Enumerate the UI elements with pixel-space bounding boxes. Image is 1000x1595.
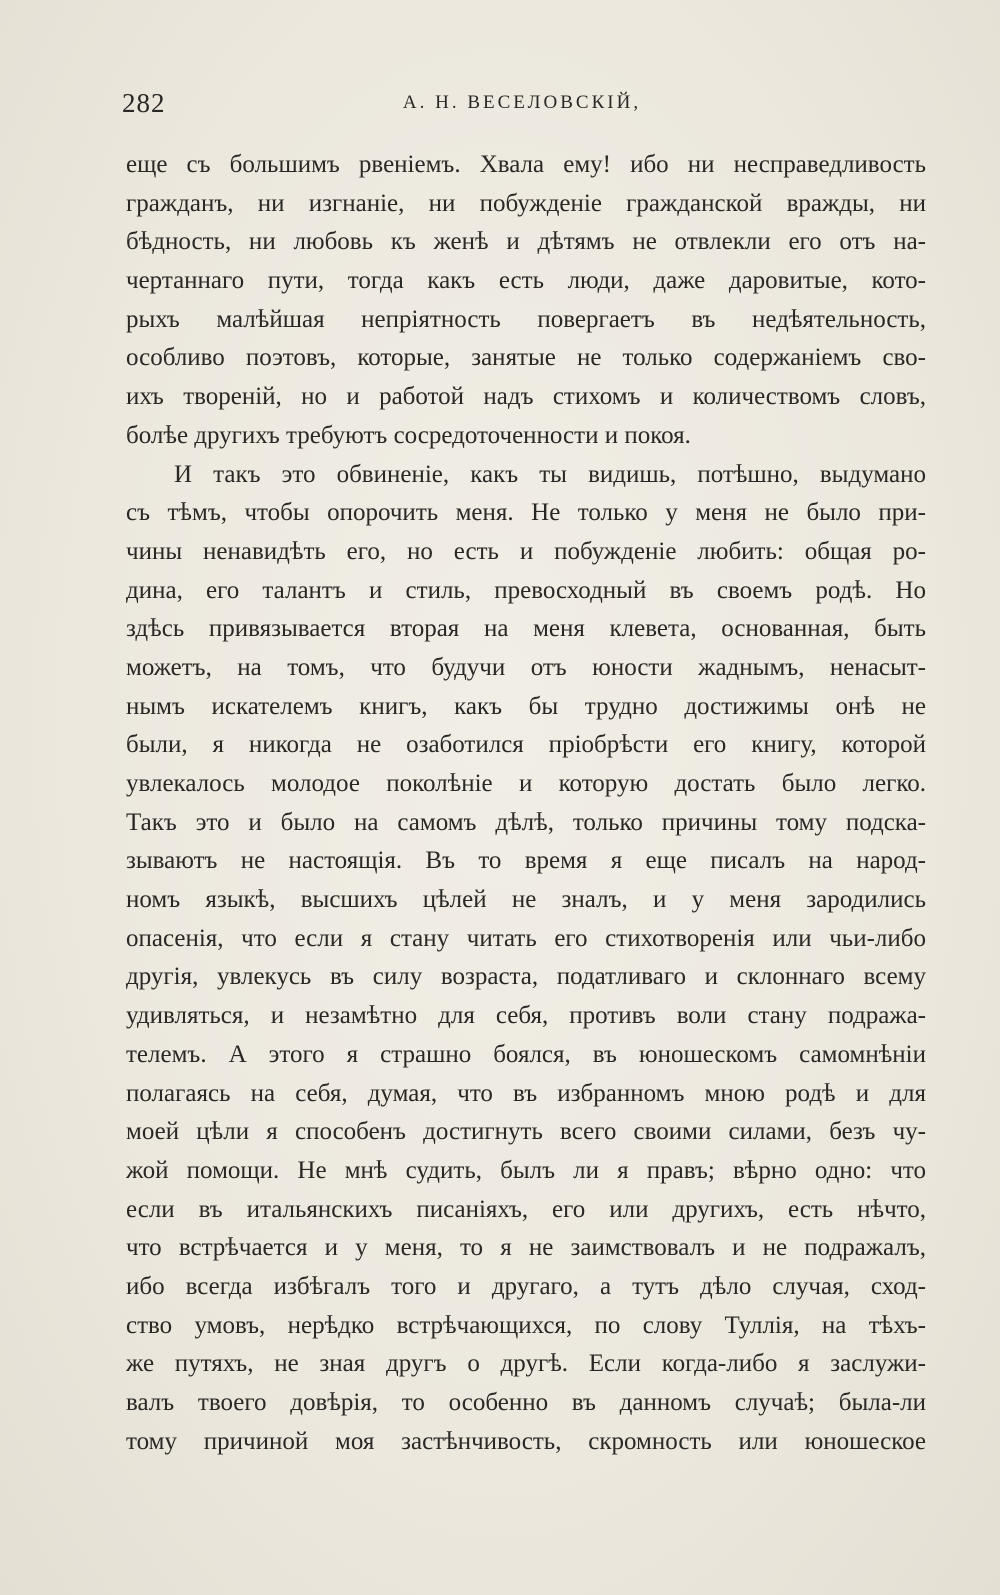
text-line: особливо поэтовъ, которые, занятые не только содержаніемъ сво- — [126, 344, 926, 372]
text-line: ибо всегда избѣгалъ того и другаго, а тутъ дѣло случая, сход- — [126, 1272, 926, 1300]
text-line: же путяхъ, не зная другъ о другѣ. Если когда-либо я заслужи- — [126, 1350, 926, 1378]
running-head: А. Н. ВЕСЕЛОВСКІЙ, — [402, 92, 642, 113]
text-line: еще съ большимъ рвеніемъ. Хвала ему! ибо ни несправедливость — [126, 151, 926, 178]
text-line: другія, увлекусь въ силу возраста, податливаго и склоннаго всему — [126, 963, 926, 991]
text-line: Такъ это и было на самомъ дѣлѣ, только причины тому подска- — [126, 808, 926, 836]
text-line: моей цѣли я способенъ достигнуть всего своими силами, безъ чу- — [126, 1118, 926, 1146]
text-line: увлекалось молодое поколѣніе и которую достать было легко. — [126, 770, 926, 797]
text-line: дина, его талантъ и стиль, превосходный въ своемъ родѣ. Но — [126, 576, 926, 604]
text-line: если въ итальянскихъ писаніяхъ, его или другихъ, есть нѣчто, — [126, 1195, 926, 1223]
body-text — [126, 146, 926, 1461]
text-line: что встрѣчается и у меня, то я не заимствовалъ и не подражалъ, — [126, 1234, 926, 1262]
text-line: валъ твоего довѣрія, то особенно въ данномъ случаѣ; была-ли — [126, 1389, 926, 1416]
page-header — [122, 88, 922, 128]
page-number: 282 — [122, 88, 166, 118]
text-line: нымъ искателемъ книгъ, какъ бы трудно достижимы онѣ не — [126, 692, 926, 720]
text-line: полагаясь на себя, думая, что въ избранномъ мною родѣ и для — [126, 1079, 926, 1107]
text-line: были, я никогда не озаботился пріобрѣсти его книгу, которой — [126, 731, 926, 759]
text-line: ихъ твореній, но и работой надъ стихомъ и количествомъ словъ, — [126, 383, 926, 411]
text-line: номъ языкѣ, высшихъ цѣлей не зналъ, и у меня зародились — [126, 886, 926, 914]
text-line: И такъ это обвиненіе, какъ ты видишь, потѣшно, выдумано — [174, 460, 926, 488]
text-line: здѣсь привязывается вторая на меня клевета, основанная, быть — [126, 615, 926, 643]
text-line: зываютъ не настоящія. Въ то время я еще писалъ на народ- — [126, 847, 926, 875]
text-line: можетъ, на томъ, что будучи отъ юности жаднымъ, ненасыт- — [126, 653, 926, 681]
text-line: съ тѣмъ, чтобы опорочить меня. Не только у меня не было при- — [126, 499, 926, 527]
text-line: болѣе другихъ требуютъ сосредоточенности и покоя. — [126, 421, 691, 449]
text-line: бѣдность, ни любовь къ женѣ и дѣтямъ не отвлекли его отъ на- — [126, 228, 926, 256]
text-line: гражданъ, ни изгнаніе, ни побужденіе гражданской вражды, ни — [126, 189, 926, 217]
text-line: телемъ. А этого я страшно боялся, въ юношескомъ самомнѣніи — [126, 1040, 926, 1068]
text-line: опасенія, что если я стану читать его стихотворенія или чьи-либо — [126, 924, 926, 952]
text-line: ство умовъ, нерѣдко встрѣчающихся, по слову Туллія, на тѣхъ- — [126, 1311, 926, 1339]
text-line: тому причиной моя застѣнчивость, скромность или юношеское — [126, 1427, 926, 1455]
text-line: жой помощи. Не мнѣ судить, былъ ли я правъ; вѣрно одно: что — [126, 1156, 926, 1184]
text-line: удивляться, и незамѣтно для себя, противъ воли стану подража- — [126, 1002, 926, 1030]
text-line: чертаннаго пути, тогда какъ есть люди, даже даровитые, кото- — [126, 267, 926, 295]
text-line: рыхъ малѣйшая непріятность повергаетъ въ недѣятельность, — [126, 305, 926, 333]
text-line: чины ненавидѣть его, но есть и побужденіе любить: общая ро- — [126, 537, 926, 565]
